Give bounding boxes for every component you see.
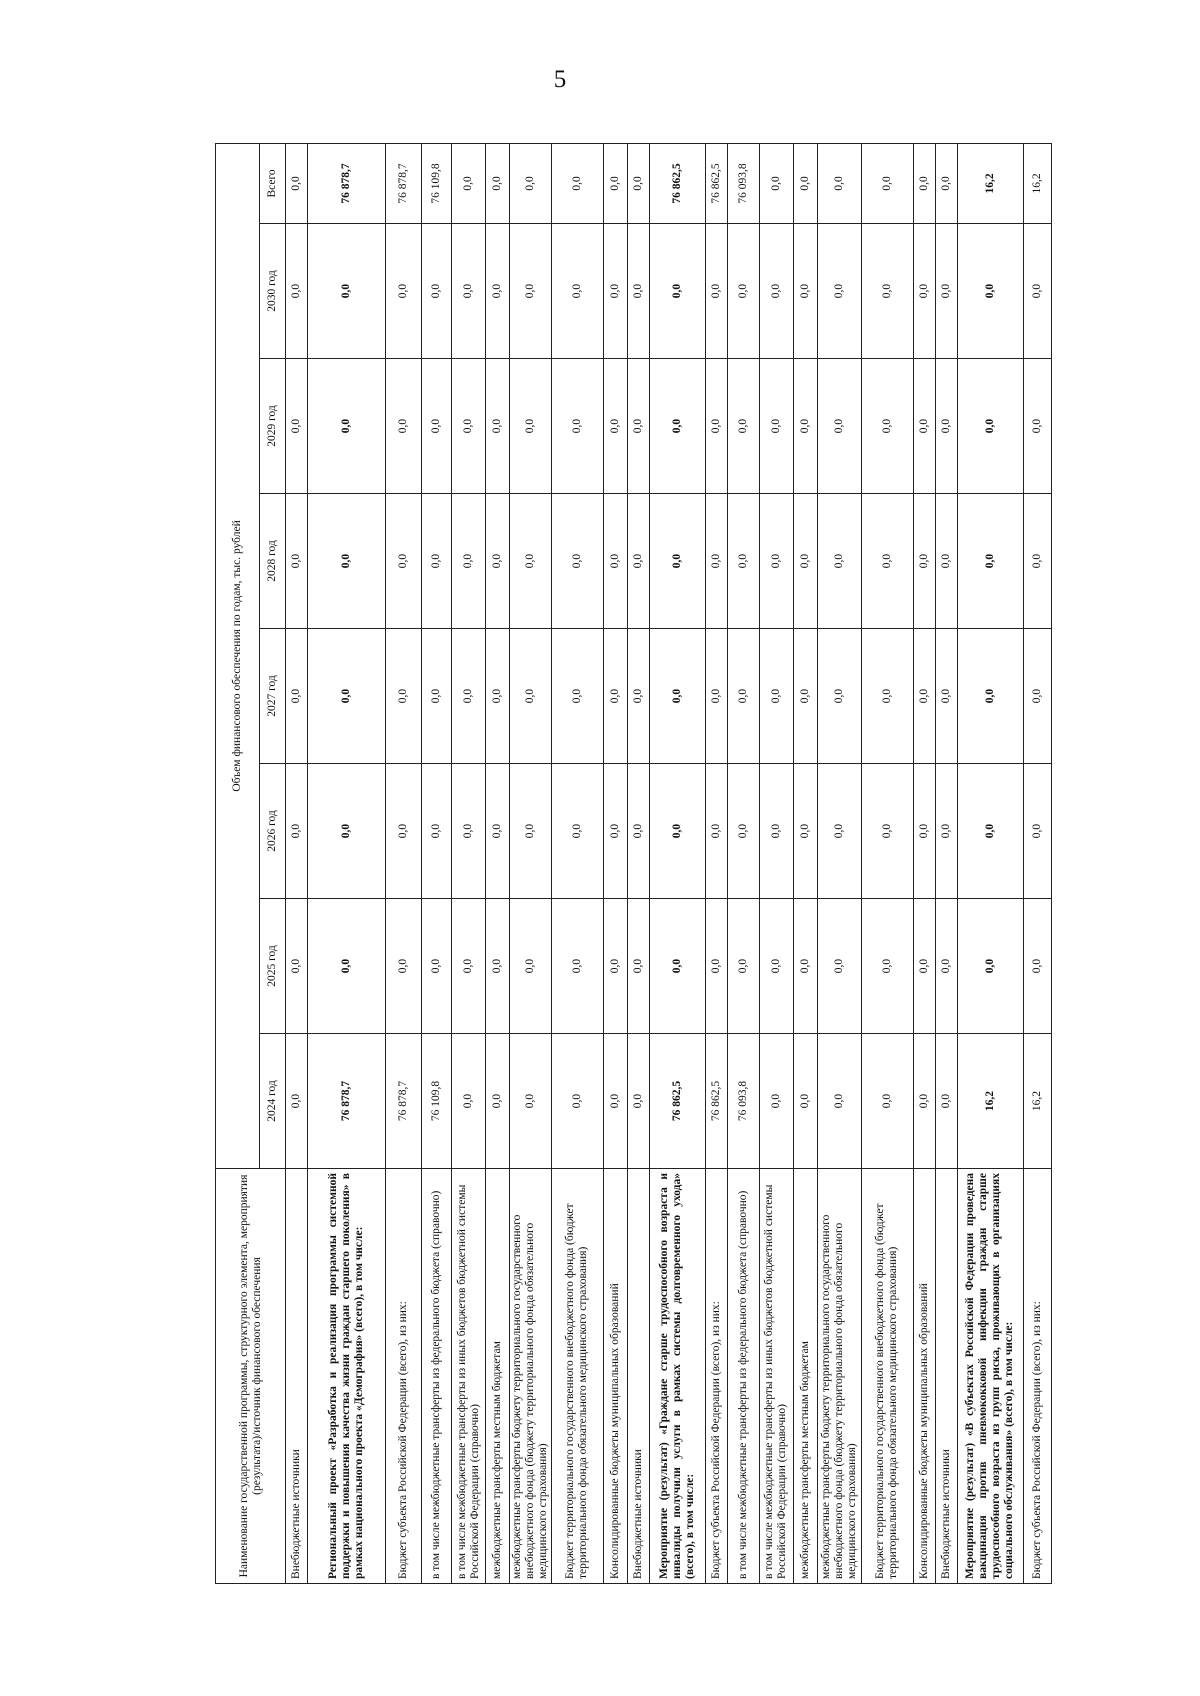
header-year: 2029 год: [260, 359, 286, 494]
value-cell: 0,0: [627, 1034, 649, 1169]
value-cell: 0,0: [861, 143, 913, 223]
value-cell: 0,0: [817, 224, 861, 359]
table-row: [627, 143, 649, 1583]
value-cell: 0,0: [727, 899, 759, 1034]
row-name: в том числе межбюджетные трансферты из иных бюджетов бюджетной системы Российской Федерации (справочно): [759, 1169, 793, 1584]
value-cell: 0,0: [386, 764, 422, 899]
value-cell: 0,0: [935, 1034, 957, 1169]
value-cell: 16,2: [1023, 143, 1051, 223]
row-name: межбюджетные трансферты бюджету территориального государственного внебюджетного фонда (бюджету территориального фонда обязательного медицинского страхования): [510, 1169, 552, 1584]
value-cell: 0,0: [551, 143, 603, 223]
value-cell: 0,0: [861, 224, 913, 359]
value-cell: 0,0: [759, 359, 793, 494]
value-cell: 76 862,5: [705, 1034, 727, 1169]
value-cell: 76 862,5: [649, 1034, 705, 1169]
value-cell: 0,0: [861, 1034, 913, 1169]
value-cell: 0,0: [603, 494, 627, 629]
value-cell: 0,0: [486, 629, 510, 764]
row-name: Бюджет субъекта Российской Федерации (всего), из них:: [1023, 1169, 1051, 1584]
value-cell: 0,0: [308, 629, 386, 764]
value-cell: 0,0: [913, 224, 935, 359]
row-name: Внебюджетные источники: [286, 1169, 308, 1584]
value-cell: 0,0: [486, 224, 510, 359]
value-cell: 0,0: [913, 494, 935, 629]
value-cell: 0,0: [759, 143, 793, 223]
row-name: межбюджетные трансферты местным бюджетам: [486, 1169, 510, 1584]
value-cell: 0,0: [510, 764, 552, 899]
value-cell: 0,0: [1023, 764, 1051, 899]
value-cell: 0,0: [551, 224, 603, 359]
table-row: [286, 143, 308, 1583]
value-cell: 0,0: [793, 359, 817, 494]
row-name: Внебюджетные источники: [935, 1169, 957, 1584]
value-cell: 0,0: [452, 143, 486, 223]
value-cell: 0,0: [510, 224, 552, 359]
row-name: Бюджет территориального государственного внебюджетного фонда (бюджет территориального фонда обязательного медицинского страхования): [861, 1169, 913, 1584]
value-cell: 0,0: [422, 764, 452, 899]
value-cell: 0,0: [793, 494, 817, 629]
value-cell: 0,0: [1023, 359, 1051, 494]
value-cell: 0,0: [308, 224, 386, 359]
value-cell: 0,0: [422, 359, 452, 494]
table-row: [422, 143, 452, 1583]
value-cell: 76 862,5: [705, 143, 727, 223]
value-cell: 0,0: [649, 359, 705, 494]
value-cell: 0,0: [817, 143, 861, 223]
value-cell: 0,0: [817, 1034, 861, 1169]
row-name: Бюджет субъекта Российской Федерации (всего), из них:: [386, 1169, 422, 1584]
value-cell: 0,0: [627, 764, 649, 899]
header-year: 2024 год: [260, 1034, 286, 1169]
value-cell: 0,0: [286, 143, 308, 223]
value-cell: 16,2: [957, 143, 1023, 223]
value-cell: 0,0: [551, 359, 603, 494]
table-row: [308, 143, 386, 1583]
value-cell: 0,0: [308, 494, 386, 629]
row-name: Региональный проект «Разработка и реализация программы системной поддержки и повышения качества жизни граждан старшего поколения» в рамках национального проекта «Демография» (всего), в том числе:: [308, 1169, 386, 1584]
table-row: [817, 143, 861, 1583]
value-cell: 0,0: [793, 143, 817, 223]
value-cell: 0,0: [551, 1034, 603, 1169]
row-name: межбюджетные трансферты местным бюджетам: [793, 1169, 817, 1584]
value-cell: 0,0: [649, 494, 705, 629]
rotated-table-container: [215, 144, 1043, 1584]
value-cell: 0,0: [727, 494, 759, 629]
value-cell: 0,0: [286, 899, 308, 1034]
value-cell: 0,0: [1023, 629, 1051, 764]
table-row: [861, 143, 913, 1583]
row-name: Консолидированные бюджеты муниципальных образований: [913, 1169, 935, 1584]
value-cell: 0,0: [935, 494, 957, 629]
header-year: 2026 год: [260, 764, 286, 899]
row-name: Мероприятие (результат) «В субъектах Российской Федерации проведена вакцинация против пневмококковой инфекции граждан старше трудоспособного возраста из групп риска, проживающих в организациях социального обслуживания» (всего), в том числе:: [957, 1169, 1023, 1584]
row-name: в том числе межбюджетные трансферты из федерального бюджета (справочно): [727, 1169, 759, 1584]
value-cell: 0,0: [627, 224, 649, 359]
value-cell: 0,0: [486, 764, 510, 899]
value-cell: 0,0: [510, 143, 552, 223]
value-cell: 0,0: [422, 224, 452, 359]
value-cell: 0,0: [452, 629, 486, 764]
value-cell: 76 093,8: [727, 1034, 759, 1169]
value-cell: 0,0: [793, 899, 817, 1034]
value-cell: 0,0: [913, 629, 935, 764]
value-cell: 0,0: [603, 143, 627, 223]
value-cell: 0,0: [957, 764, 1023, 899]
value-cell: 0,0: [452, 1034, 486, 1169]
value-cell: 0,0: [957, 359, 1023, 494]
value-cell: 0,0: [957, 899, 1023, 1034]
value-cell: 0,0: [510, 629, 552, 764]
table-row: [727, 143, 759, 1583]
table-row: [649, 143, 705, 1583]
value-cell: 0,0: [551, 899, 603, 1034]
value-cell: 0,0: [727, 359, 759, 494]
value-cell: 0,0: [422, 899, 452, 1034]
value-cell: 0,0: [551, 629, 603, 764]
table-row: [452, 143, 486, 1583]
value-cell: 0,0: [727, 764, 759, 899]
value-cell: 0,0: [452, 899, 486, 1034]
value-cell: 0,0: [649, 764, 705, 899]
value-cell: 0,0: [486, 143, 510, 223]
value-cell: 0,0: [452, 359, 486, 494]
header-volume-group: Объем финансового обеспечения по годам, тыс. рублей: [216, 143, 260, 1168]
value-cell: 0,0: [817, 494, 861, 629]
value-cell: 0,0: [705, 899, 727, 1034]
table-row: [793, 143, 817, 1583]
value-cell: 0,0: [727, 224, 759, 359]
value-cell: 0,0: [422, 494, 452, 629]
value-cell: 0,0: [386, 494, 422, 629]
value-cell: 0,0: [422, 629, 452, 764]
value-cell: 0,0: [705, 764, 727, 899]
value-cell: 0,0: [286, 359, 308, 494]
value-cell: 0,0: [913, 764, 935, 899]
value-cell: 0,0: [817, 764, 861, 899]
value-cell: 0,0: [649, 629, 705, 764]
row-name: межбюджетные трансферты бюджету территориального государственного внебюджетного фонда (бюджету территориального фонда обязательного медицинского страхования): [817, 1169, 861, 1584]
value-cell: 0,0: [759, 494, 793, 629]
value-cell: 16,2: [957, 1034, 1023, 1169]
value-cell: 0,0: [861, 764, 913, 899]
value-cell: 0,0: [861, 899, 913, 1034]
value-cell: 0,0: [1023, 224, 1051, 359]
table-row: [386, 143, 422, 1583]
value-cell: 0,0: [627, 899, 649, 1034]
value-cell: 0,0: [759, 764, 793, 899]
value-cell: 0,0: [286, 764, 308, 899]
value-cell: 0,0: [452, 494, 486, 629]
value-cell: 0,0: [510, 494, 552, 629]
value-cell: 0,0: [705, 494, 727, 629]
value-cell: 76 878,7: [308, 143, 386, 223]
table-row: [759, 143, 793, 1583]
value-cell: 0,0: [759, 1034, 793, 1169]
value-cell: 0,0: [649, 899, 705, 1034]
header-year: 2030 год: [260, 224, 286, 359]
value-cell: 0,0: [603, 899, 627, 1034]
header-year: Всего: [260, 143, 286, 223]
value-cell: 0,0: [913, 143, 935, 223]
value-cell: 0,0: [308, 899, 386, 1034]
value-cell: 0,0: [759, 899, 793, 1034]
row-name: Внебюджетные источники: [627, 1169, 649, 1584]
value-cell: 0,0: [627, 629, 649, 764]
value-cell: 0,0: [486, 494, 510, 629]
value-cell: 0,0: [452, 764, 486, 899]
value-cell: 0,0: [861, 629, 913, 764]
value-cell: 0,0: [935, 359, 957, 494]
value-cell: 76 878,7: [308, 1034, 386, 1169]
value-cell: 0,0: [935, 899, 957, 1034]
value-cell: 0,0: [627, 494, 649, 629]
value-cell: 0,0: [935, 764, 957, 899]
value-cell: 0,0: [386, 224, 422, 359]
value-cell: 0,0: [817, 899, 861, 1034]
value-cell: 0,0: [486, 1034, 510, 1169]
value-cell: 0,0: [486, 359, 510, 494]
value-cell: 0,0: [957, 494, 1023, 629]
row-name: в том числе межбюджетные трансферты из иных бюджетов бюджетной системы Российской Федерации (справочно): [452, 1169, 486, 1584]
table-row: [705, 143, 727, 1583]
row-name: Бюджет субъекта Российской Федерации (всего), из них:: [705, 1169, 727, 1584]
value-cell: 0,0: [861, 359, 913, 494]
financing-table: [215, 143, 1052, 1584]
value-cell: 0,0: [603, 359, 627, 494]
row-name: Консолидированные бюджеты муниципальных образований: [603, 1169, 627, 1584]
value-cell: 0,0: [759, 224, 793, 359]
value-cell: 0,0: [386, 359, 422, 494]
value-cell: 0,0: [286, 629, 308, 764]
value-cell: 0,0: [486, 899, 510, 1034]
value-cell: 0,0: [649, 224, 705, 359]
value-cell: 0,0: [935, 224, 957, 359]
table-row: [957, 143, 1023, 1583]
header-name-column: Наименование государственной программы, структурного элемента, мероприятия (результата)/источник финансового обеспечения: [216, 1169, 286, 1584]
value-cell: 0,0: [603, 224, 627, 359]
value-cell: 0,0: [386, 629, 422, 764]
row-name: в том числе межбюджетные трансферты из федерального бюджета (справочно): [422, 1169, 452, 1584]
page-number: 5: [553, 66, 567, 93]
value-cell: 0,0: [510, 899, 552, 1034]
value-cell: 0,0: [913, 1034, 935, 1169]
value-cell: 76 862,5: [649, 143, 705, 223]
table-row: [935, 143, 957, 1583]
value-cell: 0,0: [793, 1034, 817, 1169]
value-cell: 0,0: [603, 764, 627, 899]
value-cell: 0,0: [627, 359, 649, 494]
value-cell: 0,0: [817, 629, 861, 764]
value-cell: 0,0: [286, 224, 308, 359]
value-cell: 0,0: [793, 224, 817, 359]
table-row: [1023, 143, 1051, 1583]
value-cell: 0,0: [603, 629, 627, 764]
value-cell: 0,0: [627, 143, 649, 223]
value-cell: 0,0: [308, 764, 386, 899]
value-cell: 0,0: [603, 1034, 627, 1169]
value-cell: 16,2: [1023, 1034, 1051, 1169]
value-cell: 0,0: [1023, 494, 1051, 629]
value-cell: 0,0: [957, 629, 1023, 764]
value-cell: 0,0: [935, 629, 957, 764]
value-cell: 0,0: [551, 494, 603, 629]
value-cell: 0,0: [913, 359, 935, 494]
value-cell: 0,0: [913, 899, 935, 1034]
value-cell: 0,0: [1023, 899, 1051, 1034]
value-cell: 0,0: [759, 629, 793, 764]
value-cell: 0,0: [861, 494, 913, 629]
value-cell: 0,0: [308, 359, 386, 494]
value-cell: 0,0: [452, 224, 486, 359]
table-row: [603, 143, 627, 1583]
value-cell: 0,0: [793, 629, 817, 764]
value-cell: 0,0: [286, 1034, 308, 1169]
value-cell: 0,0: [510, 1034, 552, 1169]
table-row: [551, 143, 603, 1583]
table-row: [510, 143, 552, 1583]
row-name: Мероприятие (результат) «Граждане старше трудоспособного возраста и инвалиды получили услуги в рамках системы долговременного ухода» (всего), в том числе:: [649, 1169, 705, 1584]
value-cell: 0,0: [793, 764, 817, 899]
value-cell: 0,0: [935, 143, 957, 223]
table-row: [486, 143, 510, 1583]
table-row: [913, 143, 935, 1583]
value-cell: 0,0: [817, 359, 861, 494]
value-cell: 76 109,8: [422, 143, 452, 223]
value-cell: 0,0: [551, 764, 603, 899]
header-year: 2028 год: [260, 494, 286, 629]
header-year: 2027 год: [260, 629, 286, 764]
header-year: 2025 год: [260, 899, 286, 1034]
value-cell: 0,0: [705, 629, 727, 764]
value-cell: 0,0: [705, 359, 727, 494]
value-cell: 0,0: [510, 359, 552, 494]
value-cell: 76 878,7: [386, 143, 422, 223]
value-cell: 76 093,8: [727, 143, 759, 223]
value-cell: 0,0: [386, 899, 422, 1034]
value-cell: 76 109,8: [422, 1034, 452, 1169]
value-cell: 0,0: [957, 224, 1023, 359]
value-cell: 0,0: [286, 494, 308, 629]
value-cell: 0,0: [727, 629, 759, 764]
row-name: Бюджет территориального государственного внебюджетного фонда (бюджет территориального фонда обязательного медицинского страхования): [551, 1169, 603, 1584]
value-cell: 76 878,7: [386, 1034, 422, 1169]
value-cell: 0,0: [705, 224, 727, 359]
